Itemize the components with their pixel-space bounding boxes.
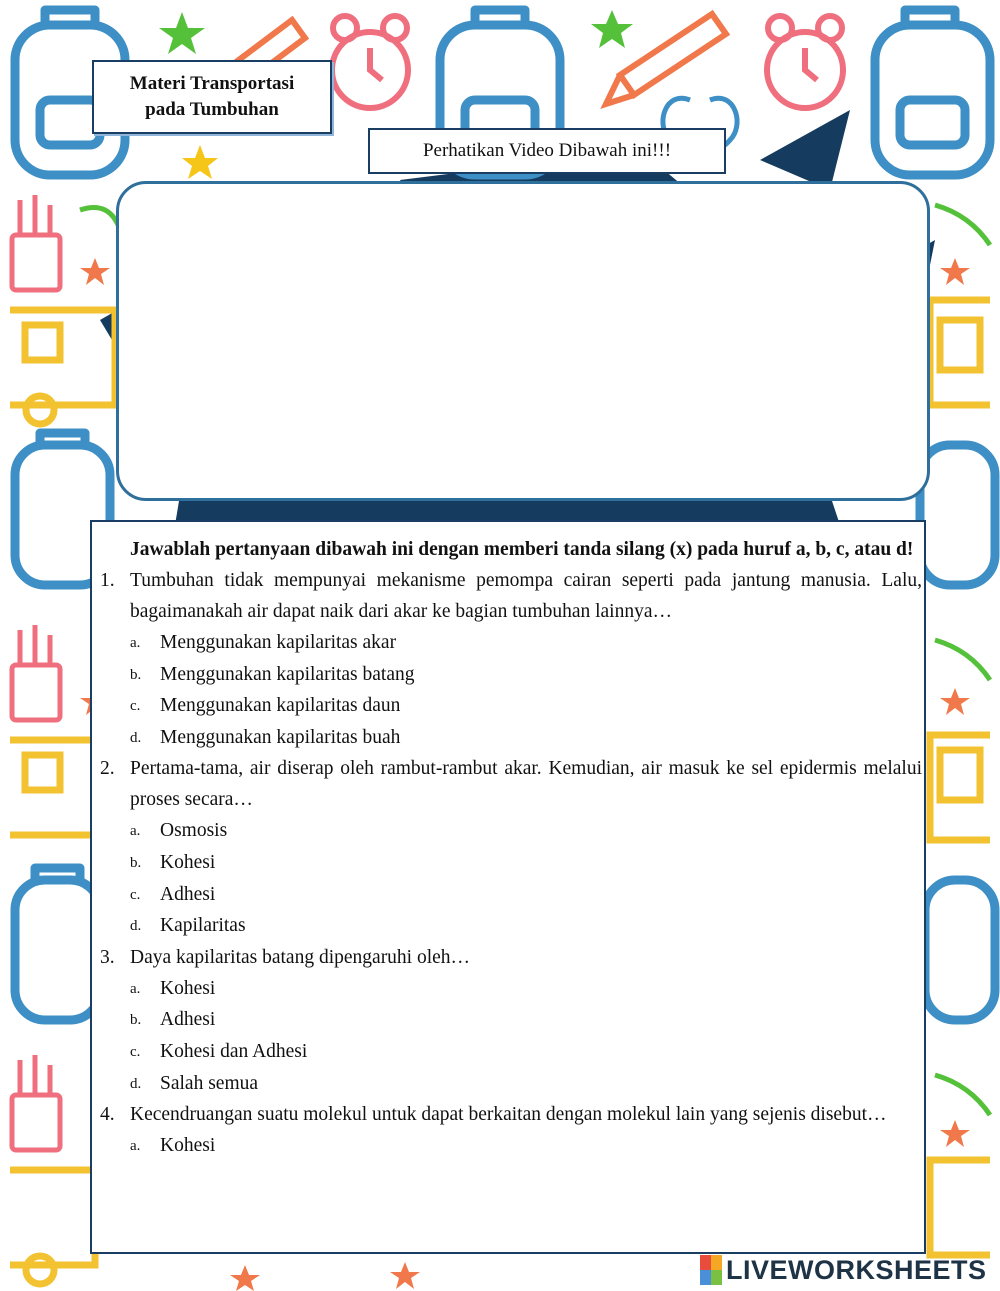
leaf-icon bbox=[935, 640, 990, 680]
title-box bbox=[92, 60, 332, 134]
option-letter: c. bbox=[130, 698, 141, 715]
option-text: Salah semua bbox=[160, 1072, 259, 1094]
title-line-1: Materi Transportasi bbox=[129, 73, 295, 95]
option-text: Kapilaritas bbox=[160, 915, 246, 937]
option-letter: d. bbox=[130, 729, 142, 746]
option-letter: a. bbox=[130, 1138, 141, 1155]
backpack-icon bbox=[925, 880, 995, 1020]
pencil-cup-icon bbox=[12, 1055, 60, 1150]
option-text: Menggunakan kapilaritas akar bbox=[160, 632, 397, 653]
option-text: Menggunakan kapilaritas batang bbox=[160, 663, 415, 685]
question bbox=[100, 1099, 922, 1130]
alarm-clock-icon bbox=[767, 16, 843, 108]
question-number: 1. bbox=[100, 570, 115, 591]
answer-option[interactable] bbox=[100, 1130, 922, 1162]
title-line-2: pada Tumbuhan bbox=[145, 99, 279, 120]
backpack-icon bbox=[15, 868, 100, 1020]
video-embed-area[interactable] bbox=[116, 181, 930, 501]
question-text: Kecendruangan suatu molekul untuk dapat berkaitan dengan molekul lain yang sejenis disebut… bbox=[130, 1104, 887, 1126]
option-letter: d. bbox=[130, 1075, 142, 1092]
question-text: Tumbuhan tidak mempunyai mekanisme pemompa cairan seperti pada jantung manusia. Lalu, bagaimanakah air dapat naik dari akar ke bagian tumbuhan lainnya… bbox=[130, 570, 922, 622]
option-letter: a. bbox=[130, 980, 141, 997]
backpack-icon bbox=[875, 10, 990, 175]
answer-option[interactable] bbox=[100, 722, 922, 754]
option-letter: c. bbox=[130, 886, 141, 903]
star-icon bbox=[230, 1265, 260, 1291]
answer-option[interactable] bbox=[100, 879, 922, 911]
option-letter: a. bbox=[130, 635, 141, 651]
bus-icon bbox=[930, 300, 990, 405]
option-text: Kohesi bbox=[160, 977, 216, 999]
option-text: Kohesi dan Adhesi bbox=[160, 1040, 308, 1062]
option-text: Osmosis bbox=[160, 820, 228, 842]
question bbox=[100, 942, 922, 973]
star-icon bbox=[159, 12, 205, 54]
option-text: Adhesi bbox=[160, 1009, 216, 1031]
answer-option[interactable] bbox=[100, 847, 922, 879]
leaf-icon bbox=[935, 205, 990, 245]
answer-option[interactable] bbox=[100, 659, 922, 691]
pencil-cup-icon bbox=[12, 625, 60, 720]
question bbox=[100, 753, 922, 815]
quiz-content bbox=[100, 534, 922, 1162]
pencil-cup-icon bbox=[12, 195, 60, 290]
star-icon bbox=[80, 258, 110, 285]
option-letter: b. bbox=[130, 854, 142, 871]
option-letter: a. bbox=[130, 823, 141, 840]
star-icon bbox=[390, 1262, 420, 1289]
star-icon bbox=[940, 688, 970, 715]
answer-option[interactable] bbox=[100, 1036, 922, 1068]
question-number: 4. bbox=[100, 1104, 115, 1126]
bus-icon bbox=[930, 1160, 990, 1255]
question-text: Pertama-tama, air diserap oleh rambut-rambut akar. Kemudian, air masuk ke sel epidermis melalui proses secara… bbox=[130, 758, 922, 811]
option-letter: b. bbox=[130, 1012, 142, 1029]
alarm-clock-icon bbox=[332, 16, 408, 108]
backpack-icon bbox=[920, 445, 995, 585]
option-text: Adhesi bbox=[160, 883, 216, 905]
answer-option[interactable] bbox=[100, 627, 922, 659]
bus-icon bbox=[930, 735, 990, 840]
option-text: Kohesi bbox=[160, 851, 216, 873]
option-text: Kohesi bbox=[160, 1135, 216, 1157]
answer-option[interactable] bbox=[100, 1004, 922, 1036]
star-icon bbox=[182, 145, 218, 179]
answer-option[interactable] bbox=[100, 1068, 922, 1100]
answer-option[interactable] bbox=[100, 815, 922, 847]
navy-shape bbox=[760, 110, 850, 190]
option-text: Menggunakan kapilaritas buah bbox=[160, 726, 401, 748]
star-icon bbox=[591, 10, 633, 48]
option-letter: b. bbox=[130, 666, 142, 683]
answer-option[interactable] bbox=[100, 690, 922, 722]
bus-icon bbox=[10, 310, 115, 424]
answer-option[interactable] bbox=[100, 910, 922, 942]
option-text: Menggunakan kapilaritas daun bbox=[160, 695, 401, 717]
star-icon bbox=[940, 1120, 970, 1147]
option-letter: c. bbox=[130, 1043, 141, 1060]
bus-icon bbox=[10, 1170, 95, 1284]
bus-icon bbox=[10, 740, 95, 835]
answer-option[interactable] bbox=[100, 973, 922, 1005]
question-number: 2. bbox=[100, 758, 115, 780]
live-logo-icon bbox=[700, 1255, 722, 1285]
leaf-icon bbox=[80, 208, 120, 231]
brand-name: LIVEWORKSHEETS bbox=[726, 1254, 987, 1285]
leaf-icon bbox=[935, 1075, 990, 1115]
question-text: Daya kapilaritas batang dipengaruhi oleh… bbox=[130, 946, 471, 968]
liveworksheets-logo bbox=[700, 1255, 987, 1285]
question bbox=[100, 565, 922, 627]
question-number: 3. bbox=[100, 946, 115, 968]
option-letter: d. bbox=[130, 918, 142, 935]
quiz-box bbox=[90, 520, 926, 1254]
star-icon bbox=[940, 258, 970, 285]
quiz-instruction: Jawablah pertanyaan dibawah ini dengan memberi tanda silang (x) pada huruf a, b, c, atau d! bbox=[130, 539, 914, 560]
video-notice-text: Perhatikan Video Dibawah ini!!! bbox=[422, 140, 672, 161]
video-notice-box bbox=[368, 128, 726, 174]
